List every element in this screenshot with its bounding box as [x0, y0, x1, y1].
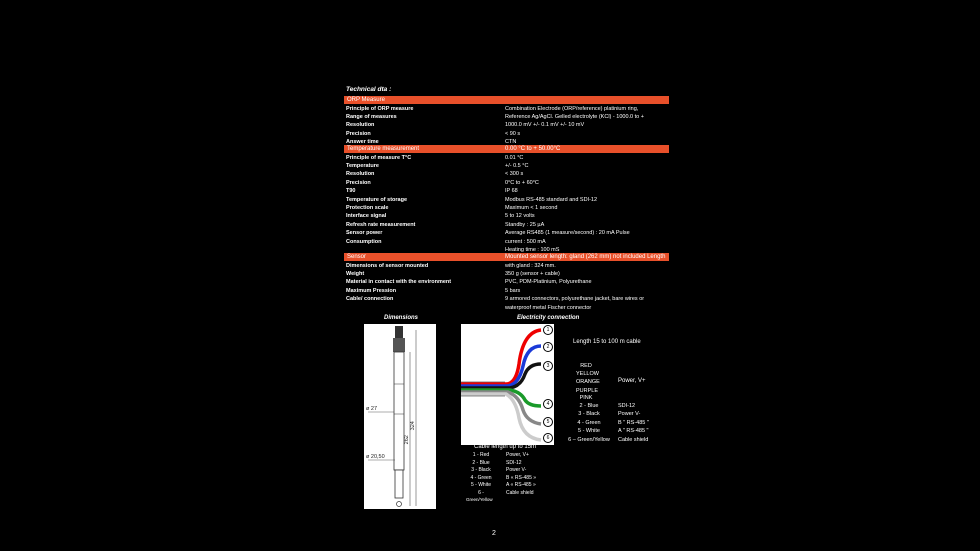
spec-value: < 300 s [505, 171, 524, 178]
spec-label: Maximum Pression [346, 287, 397, 294]
connector-number-badge: 3 [543, 361, 553, 371]
spec-value: 1000.0 mV +/- 0.1 mV +/- 10 mV [505, 122, 585, 129]
connector-number-badge: 2 [543, 342, 553, 352]
spec-label: Principle of ORP measure [346, 105, 414, 112]
spec-label: Precision [346, 179, 371, 186]
connector-number-badge: 1 [543, 325, 553, 335]
wire-function: B " RS-485 " [618, 419, 649, 426]
spec-label: Resolution [346, 122, 375, 129]
cable-wire-label: 1 - Red [472, 452, 490, 458]
wire-label: 3 - Black [578, 411, 600, 418]
power-plus-label: Power, V+ [618, 378, 646, 384]
cable-length-note: Length 15 to 100 m cable [573, 339, 641, 345]
page-number: 2 [492, 530, 496, 537]
spec-value: current : 500 mA [505, 238, 546, 245]
wire-label: 6 – Green/Yellow [568, 436, 610, 443]
spec-label: Principle of measure T°C [346, 154, 412, 161]
spec-value: waterproof metal Fischer connector [505, 304, 592, 311]
spec-label: Temperature [346, 162, 379, 169]
dimensions-title: Dimensions [384, 315, 419, 321]
spec-value: < 90 s [505, 130, 521, 137]
diameter-2050-label: ø 20,50 [366, 454, 385, 460]
cable-wire-function: Cable shield [506, 489, 534, 496]
spec-label: Weight [346, 270, 365, 277]
spec-value: Maximum < 1 second [505, 204, 558, 211]
connector-number-badge: 4 [543, 399, 553, 409]
cable-length-title: Cable length up to 15m [474, 444, 537, 450]
wire-function: A " RS-485 " [618, 428, 649, 435]
spec-label: T90 [346, 188, 356, 195]
wire-function: SDI-12 [618, 403, 636, 409]
spec-value: 350 g (sensor + cable) [505, 270, 560, 277]
section-header-label: ORP Measure [347, 97, 385, 103]
section-header-label: Temperature measurement [347, 146, 420, 152]
electricity-drawing [461, 324, 554, 445]
spec-value: Combination Electrode (ORP/reference) platinium ring, [505, 105, 639, 112]
connector-number-badge: 5 [543, 417, 553, 427]
section-header-bar [344, 253, 669, 261]
wire-function: Cable shield [618, 436, 649, 443]
cable-wire-function: B « RS-485 » [506, 474, 537, 481]
section-header-bar [344, 96, 669, 104]
spec-value: with gland : 324 mm. [505, 262, 556, 269]
wire-color-name: YELLOW [576, 371, 599, 378]
section-header-label: Sensor [347, 254, 367, 260]
diameter-27-label: ø 27 [366, 406, 378, 412]
cable-wire-label: 4 - Green [470, 474, 492, 481]
cable-wire-function: Power V- [506, 467, 527, 473]
cable-wire-function: SDI-12 [506, 459, 522, 466]
cable-wire-label: 3 - Black [471, 467, 491, 473]
wire-label: 2 - Blue [579, 403, 599, 409]
spec-label: Refresh rate measurement [346, 221, 416, 228]
spec-value: +/- 0.5 °C [505, 162, 529, 169]
connector-number-badge: 6 [543, 433, 553, 443]
section-header-value: Mounted sensor length: gland (262 mm) not included Length [505, 254, 666, 260]
spec-value: 0.01 °C [505, 154, 524, 161]
wire-function: Power V- [618, 411, 641, 418]
wire-color-name: RED [580, 363, 592, 369]
length-262-label: 262 [403, 435, 410, 445]
spec-label: Material in contact with the environment [346, 279, 452, 286]
spec-label: Precision [346, 130, 371, 137]
spec-value: 9 armored connectors, polyurethane jacket, bare wires or [505, 296, 645, 303]
cable-wire-label: 5 - White [470, 482, 491, 488]
cable-wire-label: 2 - Blue [472, 459, 490, 466]
wire-color-name: PINK [579, 395, 593, 401]
spec-value: Heating time : 100 mS [505, 246, 560, 253]
section-header-value: 0.00 °C to + 50.00°C [505, 146, 561, 152]
electricity-title: Electricity connection [517, 315, 580, 321]
spec-label: Resolution [346, 171, 375, 178]
spec-label: Range of measures [346, 113, 397, 120]
wire-color-name: ORANGE [576, 379, 600, 386]
spec-value: Average RS485 (1 measure/second) : 20 mA Pulse [505, 230, 630, 237]
spec-value: 0°C to + 60°C [505, 179, 539, 186]
spec-label: Dimensions of sensor mounted [346, 262, 429, 269]
spec-label: Answer time [346, 139, 379, 146]
cable-wire-function: A « RS-485 » [506, 482, 536, 488]
spec-value: Modbus RS-485 standard and SDI-12 [505, 196, 598, 203]
spec-value: Standby : 25 µA [505, 221, 545, 228]
cable-wire-label: 6 - [478, 489, 484, 496]
spec-value: 5 to 12 volts [505, 213, 535, 220]
wire-label: 4 - Green [577, 419, 601, 426]
spec-value: PVC, PDM-Platinium, Polyurethane [505, 279, 592, 286]
wire-color-name: PURPLE [576, 387, 599, 394]
length-324-label: 324 [409, 421, 416, 431]
dimensions-drawing [364, 324, 436, 509]
spec-value: CTN [505, 139, 517, 146]
spec-label: Interface signal [346, 213, 387, 220]
cable-wire-function: Power, V+ [506, 452, 529, 458]
spec-label: Temperature of storage [346, 196, 408, 203]
spec-value: IP 68 [505, 188, 518, 195]
technical-data-title: Technical dta : [346, 86, 392, 93]
spec-value: Reference Ag/AgCl. Gelled electrolyte (KCl) - 1000.0 to + [505, 113, 644, 120]
spec-label: Protection scale [346, 204, 389, 211]
spec-label: Sensor power [346, 230, 383, 237]
section-header-bar [344, 145, 669, 153]
spec-label: Consumption [346, 238, 382, 245]
spec-label: Cable/ connection [346, 296, 394, 303]
wire-label: 5 - White [577, 428, 600, 435]
spec-value: 5 bars [505, 287, 521, 294]
cable-last-wire: Green/Yellow [466, 497, 493, 502]
